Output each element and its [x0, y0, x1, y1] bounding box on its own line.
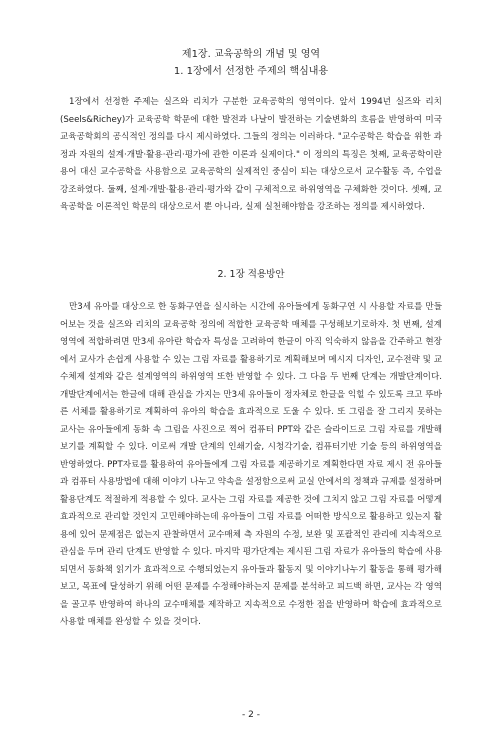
section-2-heading: 2. 1장 적용방안: [217, 269, 285, 280]
section-title: 1. 1장에서 선정한 주제의 핵심내용: [173, 66, 329, 77]
section-1-body: [60, 94, 442, 217]
section-2-paragraph: 만3세 유아를 대상으로 한 동화구연을 실시하는 시간에 유아들에게 동화구연 시 사용할 자료를 만들어보는 것을 실즈와 리치의 교육공학 정의에 적합한 교육공학 매체를 구성해보기로하자. 첫 번째, 설계 영역에 적합하려면 만3세 유아란 학습자 특성을 고려하여 한글이 아직 익숙하지 않음을 간주하고 현장에서 교사가 손쉽게 사용할 수 있는 그림 자료를 활용하기로 계획해보며 메시지 디자인, 교수전략 및 교수체제 설계와 같은 설계영역의 하위영역 또한 반영할 수 있다. 그 다음 두 번째 단계는 개발단계이다. 개발단계에서는 한글에 대해 관심을 가지는 만3세 유아들이 정자체로 한글을 익힐 수 있도록 크고 뚜바른 서체를 활용하기로 계획하여 유아의 학습을 효과적으로 도울 수 있다. 또 그림을 잘 그리지 못하는 교사는 유아들에게 동화 속 그림을 사진으로 찍어 컴퓨터 PPT와 같은 슬라이드로 그림 자료를 개발해보기를 계획할 수 있다. 이로써 개발 단계의 인쇄기술, 시청각기술, 컴퓨터기반 기술 등의 하위영역을 반영하였다. PPT자료를 활용하여 유아들에게 그림 자료를 제공하기로 계획한다면 자료 제시 전 유아들과 컴퓨터 사용방법에 대해 이야기 나누고 약속을 설정함으로써 교실 안에서의 정책과 규제를 설정하며 활용단계도 적절하게 적용할 수 있다. 교사는 그림 자료를 제공한 것에 그치지 않고 그림 자료를 어떻게 효과적으로 관리할 것인지 고민해야하는데 유아들이 그림 자료를 어떠한 방식으로 활용하고 있는지 활용에 있어 문제점은 없는지 관찰하면서 교수매체 측 자원의 수정, 보완 및 포괄적인 관리에 지속적으로 관심을 두며 관리 단계도 반영할 수 있다. 마지막 평가단계는 제시된 그림 자료가 유아들의 학습에 사용되면서 동화책 읽기가 효과적으로 수행되었는지 유아들과 활동지 및 이야기나누기 활동을 통해 평가해보고, 목표에 달성하기 위해 어떤 문제를 수정해야하는지 문제를 분석하고 피드백 하면, 교사는 각 영역을 골고루 반영하여 하나의 교수매체를 제작하고 지속적으로 수정한 점을 반영하며 학습에 효과적으로 사용할 매체를 완성할 수 있을 것이다.: [60, 302, 442, 627]
page-number: - 2 -: [242, 710, 260, 720]
section-1-paragraph: 1장에서 선정한 주제는 실즈와 리치가 구분한 교육공학의 영역이다. 앞서 1994년 실즈와 리치(Seels&Richey)가 교육공학 학문에 대한 발전과 나날이 발전하는 기술변화의 흐름을 반영하여 미국교육공학회의 공식적인 정의를 다시 제시하였다. 그들의 정의는 이러하다. "교수공학은 학습을 위한 과정과 자원의 설계·개발·활용·관리·평가에 관한 이론과 실제이다." 이 정의의 특징은 첫째, 교육공학이란 용어 대신 교수공학을 사용함으로 교육공학의 실제적인 중심이 되는 대상으로서 교수활동 즉, 수업을 강조하였다. 둘째, 설계·개발·활용·관리·평가와 같이 구체적으로 하위영역을 구체화한 것이다. 셋째, 교육공학을 이론적인 학문의 대상으로서 뿐 아니라, 실제 실천해야함을 강조하는 정의를 제시하였다.: [60, 97, 442, 212]
chapter-title: 제1장. 교육공학의 개념 및 영역: [181, 49, 321, 60]
title-block: [0, 46, 502, 80]
section-2-body: [60, 299, 442, 632]
